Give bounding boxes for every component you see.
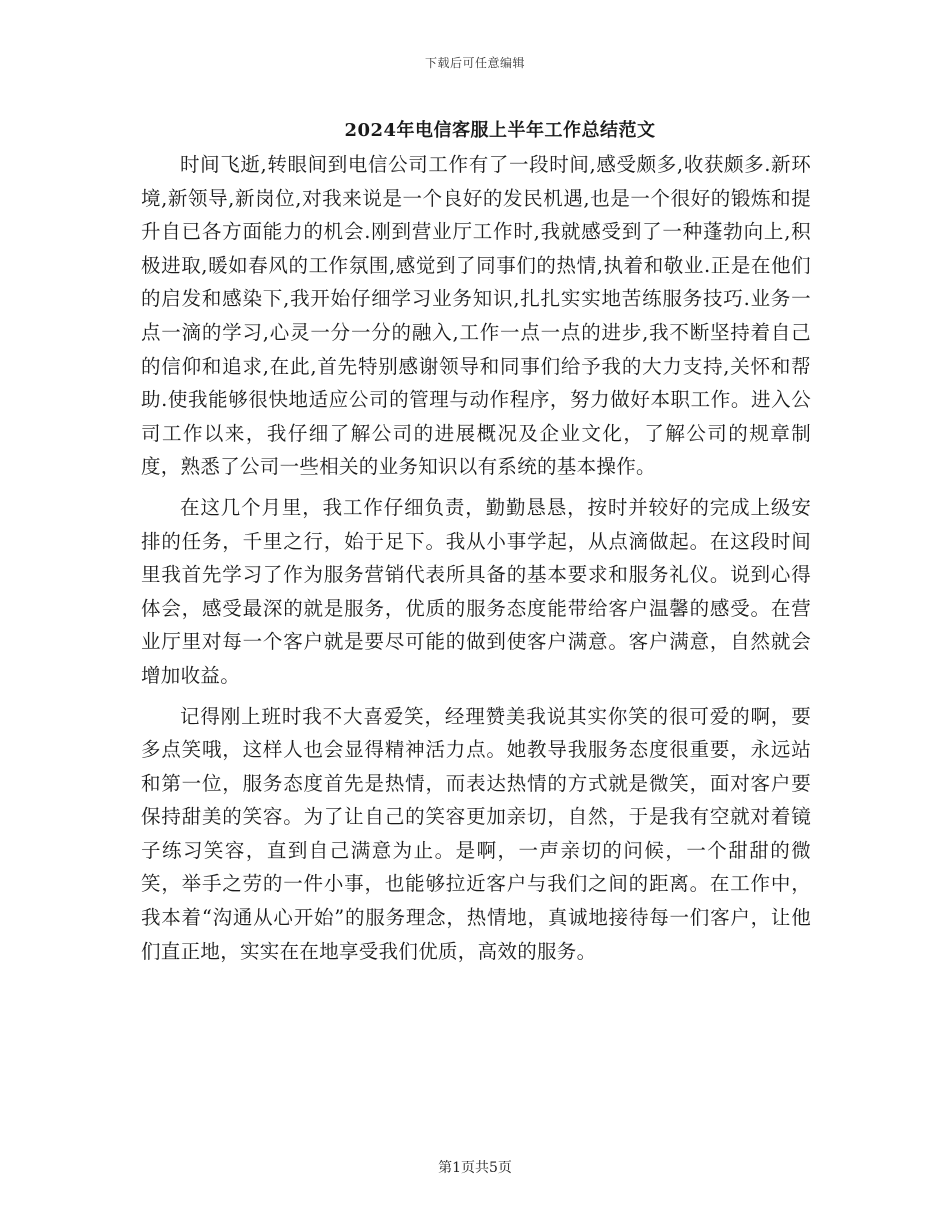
- page-indicator: 第1页共5页: [438, 1160, 512, 1176]
- document-title: 2024年电信客服上半年工作总结范文: [344, 120, 656, 141]
- header-note: 下载后可任意编辑: [424, 56, 525, 70]
- document-body: [141, 148, 811, 975]
- paragraph-3: 记得刚上班时我不大喜爱笑，经理赞美我说其实你笑的很可爱的啊，要多点笑哦，这样人也会显得精神活力点。她教导我服务态度很重要，永远站和第一位，服务态度首先是热情，而表达热情的方式就是微笑，面对客户要保持甜美的笑容。为了让自己的笑容更加亲切，自然，于是我有空就对着镜子练习笑容，直到自己满意为止。是啊，一声亲切的问候，一个甜甜的微笑，举手之劳的一件小事，也能够拉近客户与我们之间的距离。在工作中，我本着“沟通从心开始”的服务理念，热情地，真诚地接待每一们客户，让他们直正地，实实在在地享受我们优质，高效的服务。: [141, 704, 811, 963]
- paragraph-1: 时间飞逝,转眼间到电信公司工作有了一段时间,感受颇多,收获颇多.新环境,新领导,新岗位,对我来说是一个良好的发民机遇,也是一个很好的锻炼和提升自已各方面能力的机会.刚到营业厅工作时,我就感受到了一种蓬勃向上,积极进取,暖如春风的工作氛围,感觉到了同事们的热情,执着和敬业.正是在他们的启发和感染下,我开始仔细学习业务知识,扎扎实实地苦练服务技巧.业务一点一滴的学习,心灵一分一分的融入,工作一点一点的进步,我不断坚持着自己的信仰和追求,在此,首先特别感谢领导和同事们给予我的大力支持,关怀和帮助.使我能够很快地适应公司的管理与动作程序，努力做好本职工作。进入公司工作以来，我仔细了解公司的进展概况及企业文化，了解公司的规章制度，熟悉了公司一些相关的业务知识以有系统的基本操作。: [141, 153, 811, 479]
- paragraph-2: 在这几个月里，我工作仔细负责，勤勤恳恳，按时并较好的完成上级安排的任务，千里之行，始于足下。我从小事学起，从点滴做起。在这段时间里我首先学习了作为服务营销代表所具备的基本要求和服务礼仪。说到心得体会，感受最深的就是服务，优质的服务态度能带给客户温馨的感受。在营业厅里对每一个客户就是要尽可能的做到使客户满意。客户满意，自然就会增加收益。: [141, 495, 811, 687]
